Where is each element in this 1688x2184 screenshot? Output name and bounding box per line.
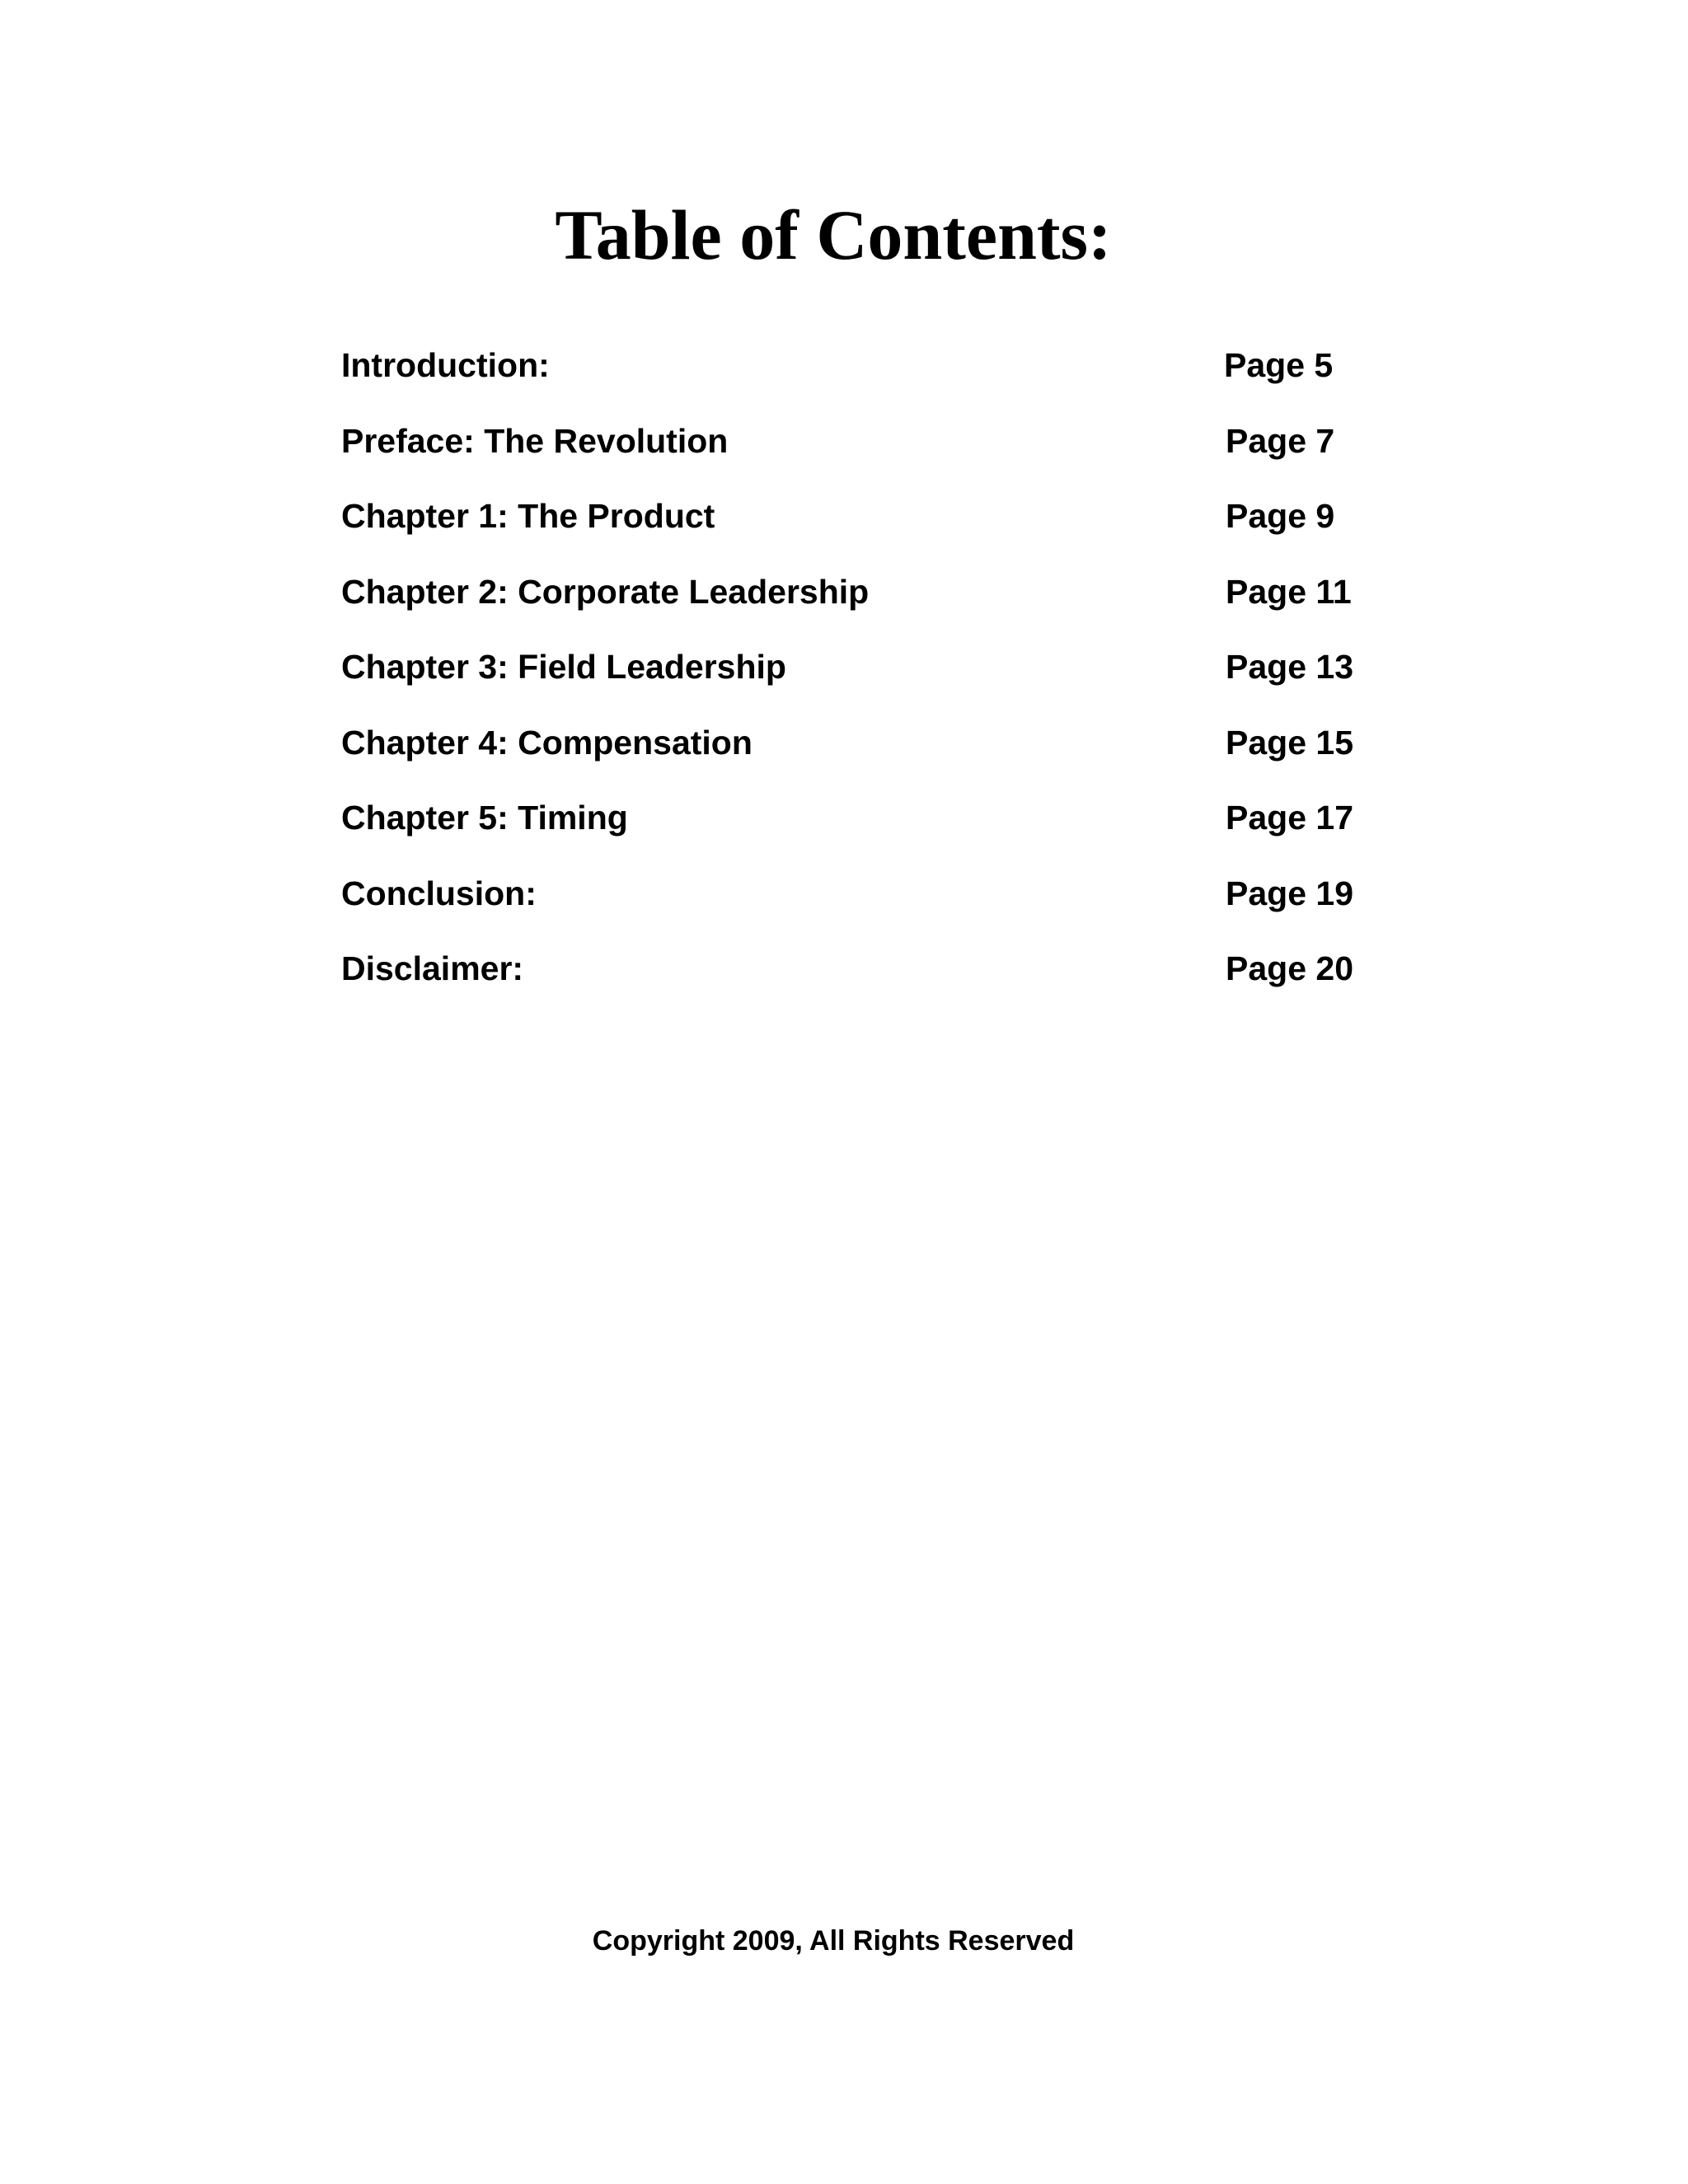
- toc-entry-page: Page 20: [1226, 949, 1353, 987]
- toc-list: [341, 338, 1380, 1017]
- toc-entry-label: Chapter 3: Field Leadership: [341, 648, 786, 686]
- toc-entry-introduction: [341, 338, 1380, 414]
- toc-entry-label: Chapter 1: The Product: [341, 497, 715, 535]
- toc-entry-label: Chapter 2: Corporate Leadership: [341, 572, 870, 611]
- toc-entry-label: Conclusion:: [341, 874, 537, 912]
- toc-entry-label: Disclaimer:: [341, 949, 524, 987]
- toc-entry-label: Chapter 5: Timing: [341, 799, 628, 837]
- toc-entry-chapter-3: [341, 640, 1380, 715]
- toc-entry-label: Introduction:: [341, 346, 550, 384]
- toc-entry-preface: [341, 414, 1380, 490]
- toc-entry-page: Page 15: [1226, 723, 1353, 762]
- toc-entry-conclusion: [341, 866, 1380, 942]
- toc-entry-chapter-2: [341, 565, 1380, 640]
- toc-entry-page: Page 13: [1226, 648, 1353, 686]
- toc-entry-page: Page 17: [1226, 799, 1353, 837]
- toc-entry-label: Preface: The Revolution: [341, 421, 729, 460]
- toc-entry-chapter-1: [341, 489, 1380, 565]
- toc-entry-page: Page 11: [1226, 572, 1352, 611]
- copyright-notice: Copyright 2009, All Rights Reserved: [592, 1925, 1075, 1957]
- toc-entry-page: Page 7: [1226, 421, 1335, 460]
- toc-entry-chapter-4: [341, 715, 1380, 791]
- toc-entry-chapter-5: [341, 790, 1380, 866]
- toc-entry-page: Page 5: [1224, 346, 1334, 384]
- toc-entry-label: Chapter 4: Compensation: [341, 723, 753, 762]
- toc-entry-page: Page 19: [1226, 874, 1353, 912]
- toc-entry-disclaimer: [341, 941, 1380, 1017]
- page-title: Table of Contents:: [555, 195, 1112, 274]
- toc-entry-page: Page 9: [1226, 497, 1335, 535]
